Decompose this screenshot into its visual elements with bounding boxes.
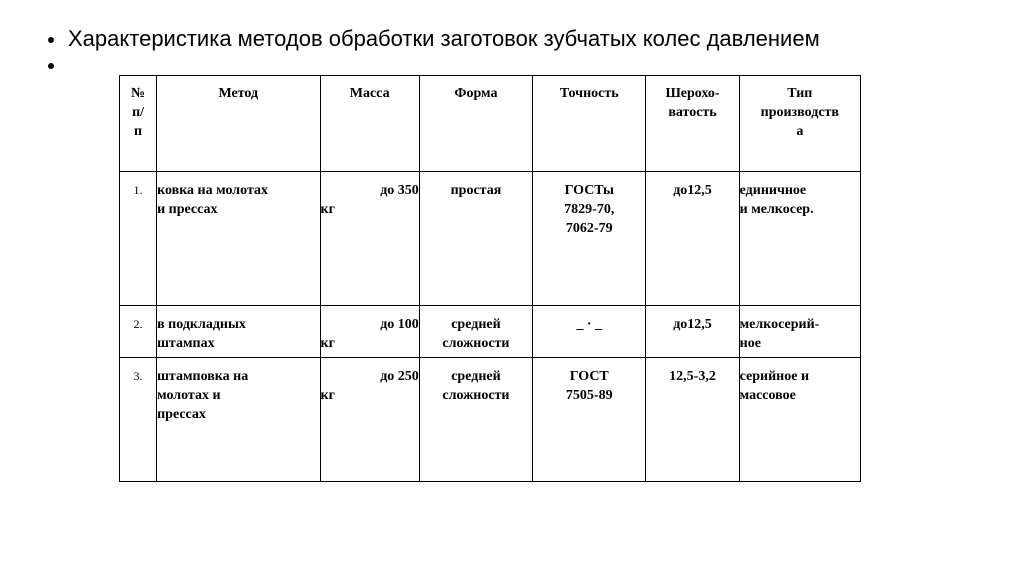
row-mass-value: до 350 xyxy=(380,183,419,198)
row-form: простая xyxy=(419,172,532,306)
methods-table xyxy=(119,75,861,482)
table-header-row xyxy=(120,76,861,172)
row-mass xyxy=(320,172,419,306)
row-roughness: 12,5-3,2 xyxy=(646,358,739,482)
row-production-type: мелкосерий- ное xyxy=(739,306,860,358)
header-num: № п/ п xyxy=(120,76,157,172)
row-accuracy: ГОСТы 7829-70, 7062-79 xyxy=(533,172,646,306)
header-production-type: Тип производств а xyxy=(739,76,860,172)
bullet-item-title xyxy=(48,26,820,52)
bullet-dot-icon xyxy=(48,37,54,43)
row-production-type: единичное и мелкосер. xyxy=(739,172,860,306)
row-roughness: до12,5 xyxy=(646,306,739,358)
row-method: в подкладных штампах xyxy=(157,306,320,358)
row-form: средней сложности xyxy=(419,306,532,358)
bullet-dot-icon xyxy=(48,63,54,69)
header-method: Метод xyxy=(157,76,320,172)
row-accuracy: _ · _ xyxy=(533,306,646,358)
table-row xyxy=(120,358,861,482)
table-row xyxy=(120,172,861,306)
bullet-item-empty xyxy=(48,52,68,69)
row-mass-unit: кг xyxy=(320,202,335,217)
table-row xyxy=(120,306,861,358)
row-method: штамповка на молотах и прессах xyxy=(157,358,320,482)
row-mass-unit: кг xyxy=(320,336,335,351)
header-mass: Масса xyxy=(320,76,419,172)
row-num: 3. xyxy=(120,358,157,482)
row-form: средней сложности xyxy=(419,358,532,482)
row-method: ковка на молотах и прессах xyxy=(157,172,320,306)
row-mass-value: до 250 xyxy=(380,369,419,384)
row-mass-unit: кг xyxy=(320,388,335,403)
header-roughness: Шерохо- ватость xyxy=(646,76,739,172)
row-num: 1. xyxy=(120,172,157,306)
row-roughness: до12,5 xyxy=(646,172,739,306)
row-production-type: серийное и массовое xyxy=(739,358,860,482)
row-mass xyxy=(320,306,419,358)
header-accuracy: Точность xyxy=(533,76,646,172)
row-mass-value: до 100 xyxy=(380,317,419,332)
row-accuracy: ГОСТ 7505-89 xyxy=(533,358,646,482)
row-mass xyxy=(320,358,419,482)
slide-heading: Характеристика методов обработки заготовок зубчатых колес давлением xyxy=(68,26,820,51)
row-num: 2. xyxy=(120,306,157,358)
header-form: Форма xyxy=(419,76,532,172)
